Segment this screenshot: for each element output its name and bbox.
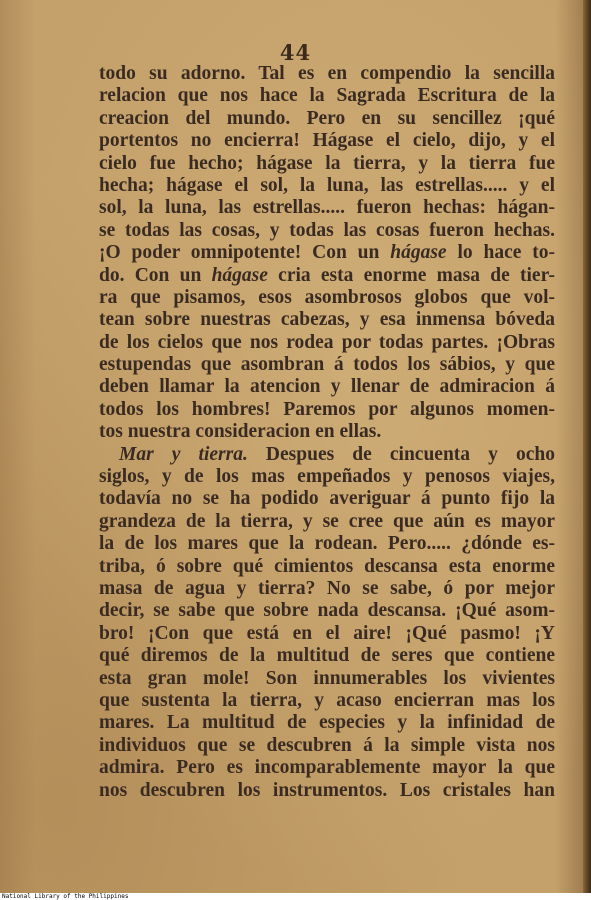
- text-line: relacion que nos hace la Sagrada Escritura de la: [99, 85, 555, 107]
- text-line: portentos no encierra! Hágase el cielo, dijo, y el: [99, 130, 555, 152]
- text-line: nos descubren los instrumentos. Los cristales han: [99, 779, 555, 801]
- text-line: qué diremos de la multitud de seres que contiene: [99, 645, 555, 667]
- text-line: deben llamar la atencion y llenar de admiracion á: [99, 376, 555, 398]
- italic-word: hágase: [390, 242, 447, 264]
- text-line: siglos, y de los mas empeñados y penosos viajes,: [99, 466, 555, 488]
- text-run: lo hace to-: [446, 242, 555, 264]
- text-line: [99, 265, 555, 287]
- text-line: estupendas que asombran á todos los sábios, y que: [99, 354, 555, 376]
- text-line: todo su adorno. Tal es en compendio la sencilla: [99, 63, 555, 84]
- text-line: hecha; hágase el sol, la luna, las estrellas..... y el: [99, 174, 555, 196]
- text-line: la de los mares que la rodean. Pero..... ¿dónde es-: [99, 533, 555, 555]
- text-line: bro! ¡Con que está en el aire! ¡Qué pasmo! ¡Y: [99, 622, 555, 644]
- text-line: ra que pisamos, esos asombrosos globos que vol-: [99, 286, 555, 308]
- section-heading-line: [99, 444, 555, 466]
- text-line: todos los hombres! Paremos por algunos momen-: [99, 398, 555, 420]
- library-credit: National Library of the Philippines: [2, 893, 129, 900]
- text-line: grandeza de la tierra, y se cree que aún es mayor: [99, 510, 555, 532]
- page-edge-shadow: [583, 0, 591, 893]
- text-run: do. Con un: [99, 264, 212, 286]
- text-run: Despues de cincuenta y ocho: [247, 443, 556, 465]
- text-line: creacion del mundo. Pero en su sencillez ¡qué: [99, 107, 555, 129]
- text-run: cria esta enorme masa de tier-: [267, 264, 555, 286]
- italic-word: hágase: [211, 264, 268, 286]
- text-line: [99, 242, 555, 264]
- text-line: decir, se sabe que sobre nada descansa. ¡Qué asom-: [99, 600, 555, 622]
- text-line: tean sobre nuestras cabezas, y esa inmensa bóveda: [99, 309, 555, 331]
- text-line: se todas las cosas, y todas las cosas fueron hechas.: [99, 219, 555, 241]
- text-line: individuos que se descubren á la simple vista nos: [99, 734, 555, 756]
- text-line: de los cielos que nos rodea por todas partes. ¡Obras: [99, 331, 555, 353]
- body-text: [99, 63, 555, 802]
- text-line: cielo fue hecho; hágase la tierra, y la tierra fue: [99, 152, 555, 174]
- text-line: admira. Pero es incomparablemente mayor la que: [99, 757, 555, 779]
- text-line: triba, ó sobre qué cimientos descansa esta enorme: [99, 555, 555, 577]
- text-line: esta gran mole! Son innumerables los vivientes: [99, 667, 555, 689]
- text-run: ¡O poder omnipotente! Con un: [99, 242, 391, 264]
- text-line: masa de agua y tierra? No se sabe, ó por mejor: [99, 577, 555, 599]
- text-line: todavía no se ha podido averiguar á punto fijo la: [99, 488, 555, 510]
- text-line: que sustenta la tierra, y acaso encierran mas los: [99, 689, 555, 711]
- section-heading: Mar y tierra.: [119, 443, 248, 465]
- text-line: mares. La multitud de especies y la infinidad de: [99, 712, 555, 734]
- text-line: sol, la luna, las estrellas..... fueron hechas: hágan-: [99, 197, 555, 219]
- text-line: tos nuestra consideracion en ellas.: [99, 421, 382, 443]
- page-number: 44: [279, 40, 312, 65]
